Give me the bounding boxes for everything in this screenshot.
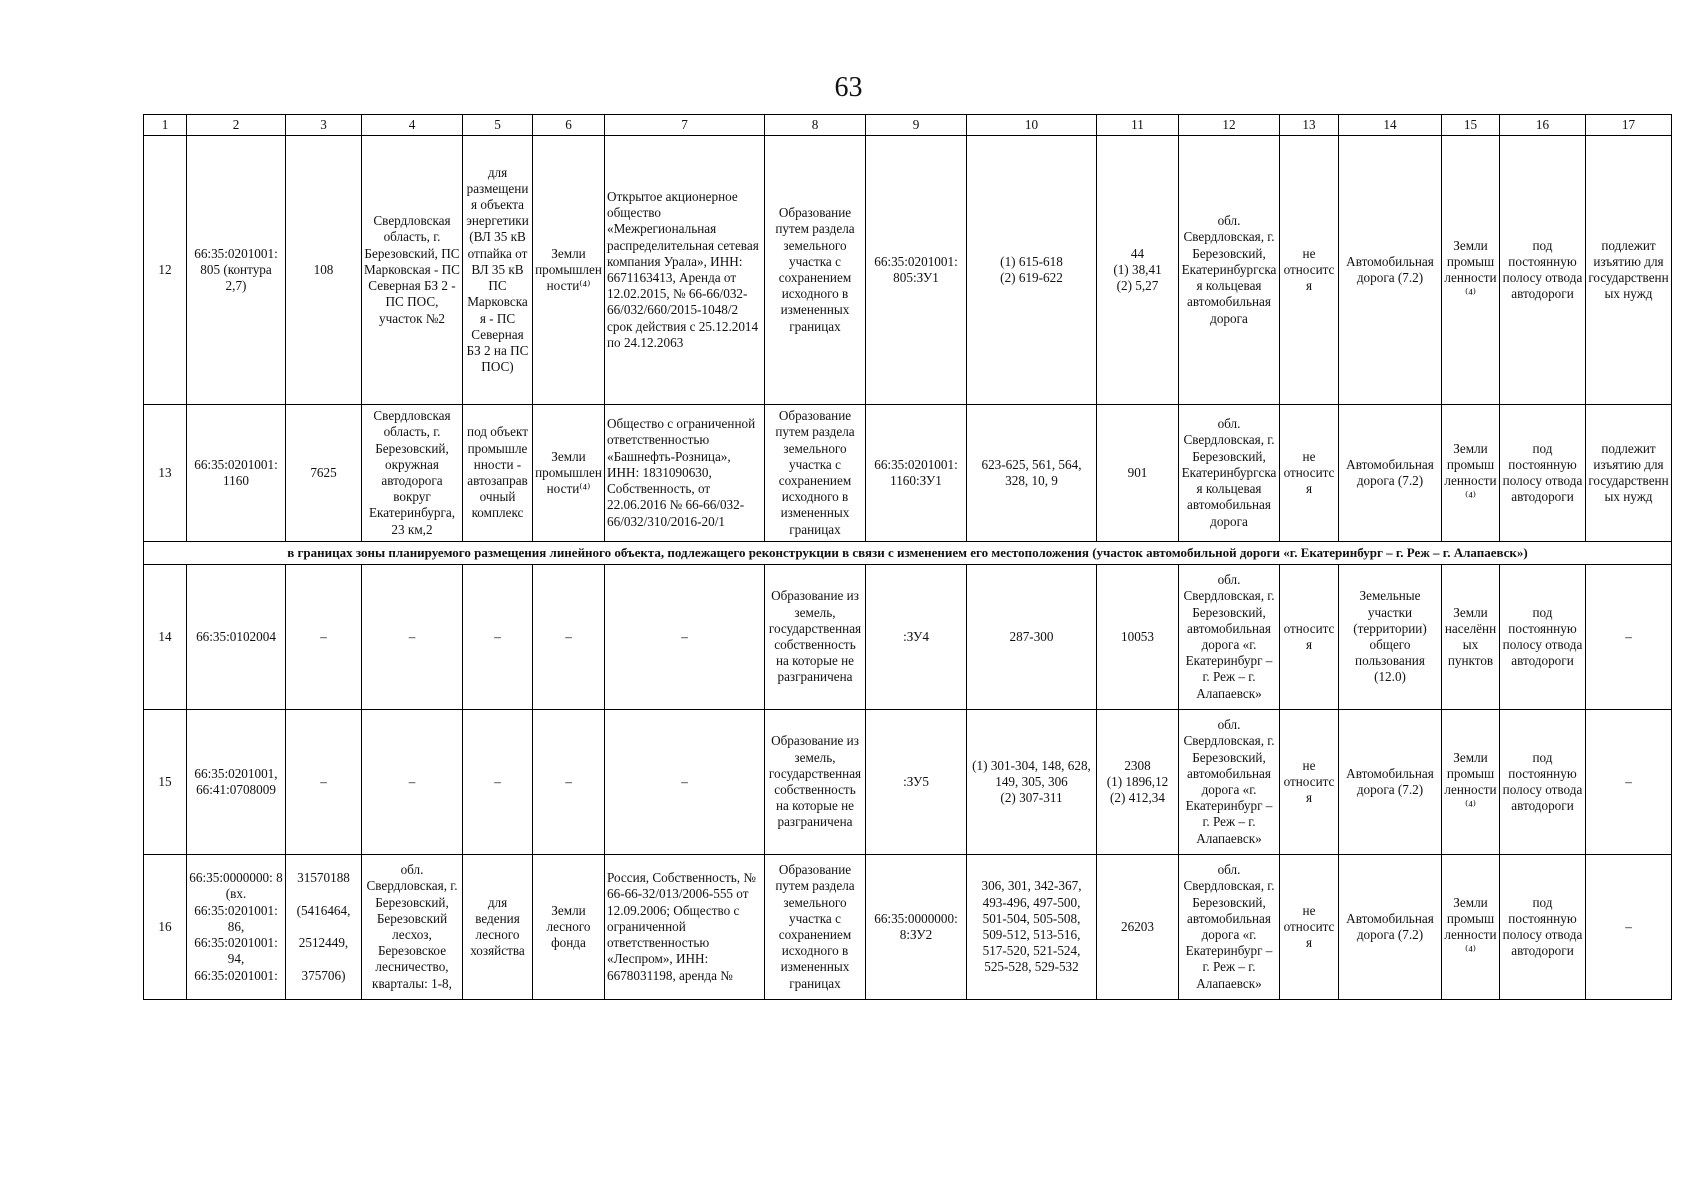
new-land-category: Земли промышленности⁽⁴⁾ xyxy=(1442,405,1500,542)
permitted-use: под объект промышленности - автозаправочный комплекс xyxy=(463,405,533,542)
new-plot-number: 66:35:0201001: 805:ЗУ1 xyxy=(866,136,967,405)
public-use-flag: не относится xyxy=(1280,136,1339,405)
land-category: Земли промышленности⁽⁴⁾ xyxy=(533,405,605,542)
address: Свердловская область, г. Березовский, ПС Марковская - ПС Северная БЗ 2 - ПС ПОС, участок №2 xyxy=(362,136,463,405)
section-heading: в границах зоны планируемого размещения линейного объекта, подлежащего реконструкции в связи с изменением его местоположения (участок автомобильной дороги «г. Екатеринбург – г. Реж – г. Алапаевск») xyxy=(144,542,1672,565)
formation-method: Образование из земель, государственная собственность на которые не разграничена xyxy=(765,565,866,710)
row-number: 16 xyxy=(144,855,187,1000)
column-number: 3 xyxy=(286,115,362,136)
new-land-category: Земли промышленности⁽⁴⁾ xyxy=(1442,136,1500,405)
purpose: под постоянную полосу отвода автодороги xyxy=(1500,136,1586,405)
new-address: обл. Свердловская, г. Березовский, автомобильная дорога «г. Екатеринбург – г. Реж – г. Алапаевск» xyxy=(1179,855,1280,1000)
new-land-category: Земли промышленности⁽⁴⁾ xyxy=(1442,710,1500,855)
new-address: обл. Свердловская, г. Березовский, Екатеринбургская кольцевая автомобильная дорога xyxy=(1179,136,1280,405)
address: обл. Свердловская, г. Березовский, Березовский лесхоз, Березовское лесничество, кварталы: 1-8, xyxy=(362,855,463,1000)
row-number: 13 xyxy=(144,405,187,542)
new-permitted-use: Автомобильная дорога (7.2) xyxy=(1339,855,1442,1000)
column-number: 7 xyxy=(605,115,765,136)
land-category: Земли лесного фонда xyxy=(533,855,605,1000)
area: – xyxy=(286,565,362,710)
section-row xyxy=(144,542,1672,565)
area: – xyxy=(286,710,362,855)
address: Свердловская область, г. Березовский, окружная автодорога вокруг Екатеринбурга, 23 км,2 xyxy=(362,405,463,542)
purpose: под постоянную полосу отвода автодороги xyxy=(1500,565,1586,710)
area: 108 xyxy=(286,136,362,405)
area: 7625 xyxy=(286,405,362,542)
purpose: под постоянную полосу отвода автодороги xyxy=(1500,710,1586,855)
land-category: Земли промышленности⁽⁴⁾ xyxy=(533,136,605,405)
land-plots-table xyxy=(143,114,1672,1000)
note: подлежит изъятию для государственных нужд xyxy=(1586,136,1672,405)
boundary-points: (1) 615-618 (2) 619-622 xyxy=(967,136,1097,405)
row-number: 15 xyxy=(144,710,187,855)
column-number: 14 xyxy=(1339,115,1442,136)
table-row xyxy=(144,565,1672,710)
formation-method: Образование путем раздела земельного участка с сохранением исходного в измененных границах xyxy=(765,855,866,1000)
new-land-category: Земли промышленности⁽⁴⁾ xyxy=(1442,855,1500,1000)
land-category: – xyxy=(533,565,605,710)
permitted-use: для размещения объекта энергетики (ВЛ 35 кВ отпайка от ВЛ 35 кВ ПС Марковская - ПС Северная БЗ 2 на ПС ПОС) xyxy=(463,136,533,405)
cadastral-number: 66:35:0201001: 805 (контура 2,7) xyxy=(187,136,286,405)
note: подлежит изъятию для государственных нужд xyxy=(1586,405,1672,542)
column-number: 11 xyxy=(1097,115,1179,136)
address: – xyxy=(362,565,463,710)
column-number: 15 xyxy=(1442,115,1500,136)
note: – xyxy=(1586,710,1672,855)
purpose: под постоянную полосу отвода автодороги xyxy=(1500,855,1586,1000)
table-row xyxy=(144,855,1672,1000)
table-row xyxy=(144,405,1672,542)
rights-holder: – xyxy=(605,565,765,710)
public-use-flag: не относится xyxy=(1280,710,1339,855)
table-row xyxy=(144,136,1672,405)
purpose: под постоянную полосу отвода автодороги xyxy=(1500,405,1586,542)
new-area: 44 (1) 38,41 (2) 5,27 xyxy=(1097,136,1179,405)
column-numbers-row xyxy=(144,115,1672,136)
column-number: 10 xyxy=(967,115,1097,136)
area: 31570188 (5416464, 2512449, 375706) xyxy=(286,855,362,1000)
column-number: 2 xyxy=(187,115,286,136)
note: – xyxy=(1586,565,1672,710)
boundary-points: (1) 301-304, 148, 628, 149, 305, 306 (2) 307-311 xyxy=(967,710,1097,855)
new-address: обл. Свердловская, г. Березовский, автомобильная дорога «г. Екатеринбург – г. Реж – г. Алапаевск» xyxy=(1179,710,1280,855)
new-plot-number: :ЗУ4 xyxy=(866,565,967,710)
new-area: 2308 (1) 1896,12 (2) 412,34 xyxy=(1097,710,1179,855)
land-category: – xyxy=(533,710,605,855)
note: – xyxy=(1586,855,1672,1000)
cadastral-number: 66:35:0201001, 66:41:0708009 xyxy=(187,710,286,855)
new-permitted-use: Автомобильная дорога (7.2) xyxy=(1339,710,1442,855)
rights-holder: Открытое акционерное общество «Межрегиональная распределительная сетевая компания Урала», ИНН: 6671163413, Аренда от 12.02.2015, № 66-66/032-66/032/660/2015-1048/2 срок действия с 25.12.2014 по 24.12.2063 xyxy=(605,136,765,405)
new-plot-number: :ЗУ5 xyxy=(866,710,967,855)
column-number: 16 xyxy=(1500,115,1586,136)
public-use-flag: относится xyxy=(1280,565,1339,710)
new-permitted-use: Автомобильная дорога (7.2) xyxy=(1339,405,1442,542)
new-permitted-use: Автомобильная дорога (7.2) xyxy=(1339,136,1442,405)
new-area: 10053 xyxy=(1097,565,1179,710)
rights-holder: Россия, Собственность, № 66-66-32/013/2006-555 от 12.09.2006; Общество с ограниченной ответственностью «Леспром», ИНН: 6678031198, аренда № xyxy=(605,855,765,1000)
column-number: 6 xyxy=(533,115,605,136)
new-land-category: Земли населённых пунктов xyxy=(1442,565,1500,710)
column-number: 1 xyxy=(144,115,187,136)
page-number: 63 xyxy=(834,72,863,103)
new-area: 901 xyxy=(1097,405,1179,542)
new-plot-number: 66:35:0201001: 1160:ЗУ1 xyxy=(866,405,967,542)
address: – xyxy=(362,710,463,855)
new-plot-number: 66:35:0000000: 8:ЗУ2 xyxy=(866,855,967,1000)
cadastral-number: 66:35:0201001: 1160 xyxy=(187,405,286,542)
column-number: 8 xyxy=(765,115,866,136)
formation-method: Образование из земель, государственная собственность на которые не разграничена xyxy=(765,710,866,855)
boundary-points: 287-300 xyxy=(967,565,1097,710)
column-number: 9 xyxy=(866,115,967,136)
table-row xyxy=(144,710,1672,855)
rights-holder: Общество с ограниченной ответственностью «Башнефть-Розница», ИНН: 1831090630, Собственность, от 22.06.2016 № 66-66/032-66/032/310/2016-20/1 xyxy=(605,405,765,542)
boundary-points: 623-625, 561, 564, 328, 10, 9 xyxy=(967,405,1097,542)
column-number: 17 xyxy=(1586,115,1672,136)
cadastral-number: 66:35:0102004 xyxy=(187,565,286,710)
new-permitted-use: Земельные участки (территории) общего пользования (12.0) xyxy=(1339,565,1442,710)
public-use-flag: не относится xyxy=(1280,405,1339,542)
formation-method: Образование путем раздела земельного участка с сохранением исходного в измененных границах xyxy=(765,405,866,542)
formation-method: Образование путем раздела земельного участка с сохранением исходного в измененных границах xyxy=(765,136,866,405)
rights-holder: – xyxy=(605,710,765,855)
permitted-use: для ведения лесного хозяйства xyxy=(463,855,533,1000)
permitted-use: – xyxy=(463,565,533,710)
new-address: обл. Свердловская, г. Березовский, Екатеринбургская кольцевая автомобильная дорога xyxy=(1179,405,1280,542)
column-number: 4 xyxy=(362,115,463,136)
boundary-points: 306, 301, 342-367, 493-496, 497-500, 501-504, 505-508, 509-512, 513-516, 517-520, 521-524, 525-528, 529-532 xyxy=(967,855,1097,1000)
permitted-use: – xyxy=(463,710,533,855)
row-number: 14 xyxy=(144,565,187,710)
public-use-flag: не относится xyxy=(1280,855,1339,1000)
column-number: 5 xyxy=(463,115,533,136)
cadastral-number: 66:35:0000000: 8 (вх. 66:35:0201001: 86, 66:35:0201001: 94, 66:35:0201001: xyxy=(187,855,286,1000)
column-number: 12 xyxy=(1179,115,1280,136)
row-number: 12 xyxy=(144,136,187,405)
new-area: 26203 xyxy=(1097,855,1179,1000)
column-number: 13 xyxy=(1280,115,1339,136)
new-address: обл. Свердловская, г. Березовский, автомобильная дорога «г. Екатеринбург – г. Реж – г. Алапаевск» xyxy=(1179,565,1280,710)
